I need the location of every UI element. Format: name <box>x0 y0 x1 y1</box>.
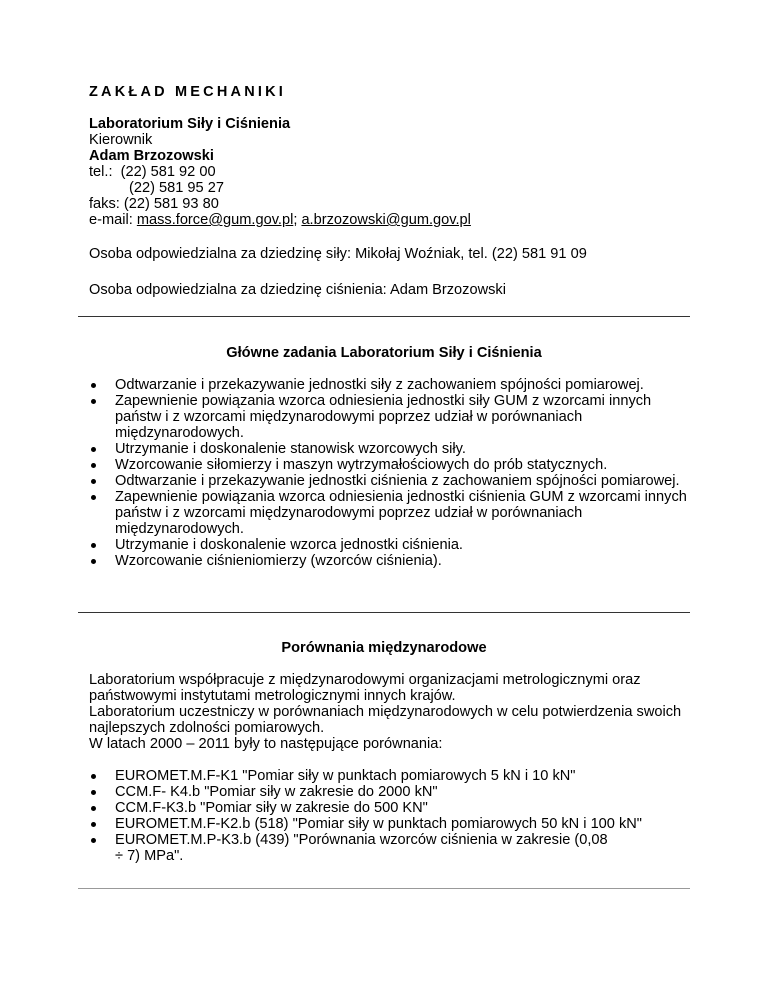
phone-line-2: (22) 581 95 27 <box>129 180 224 196</box>
contact-block <box>89 116 471 228</box>
email-link-brzozowski[interactable]: a.brzozowski@gum.gov.pl <box>301 212 471 228</box>
bullet-icon <box>91 399 96 404</box>
email-link-mass-force[interactable]: mass.force@gum.gov.pl <box>136 212 294 228</box>
responsible-force: Osoba odpowiedzialna za dziedzinę siły: Mikołaj Woźniak, tel. (22) 581 91 09 <box>89 246 587 262</box>
list-item: EUROMET.M.F-K2.b (518) "Pomiar siły w punktach pomiarowych 50 kN i 100 kN" <box>89 816 689 832</box>
responsible-pressure: Osoba odpowiedzialna za dziedzinę ciśnienia: Adam Brzozowski <box>89 282 506 298</box>
section-divider <box>78 612 690 613</box>
list-item: EUROMET.M.F-K1 "Pomiar siły w punktach pomiarowych 5 kN i 10 kN" <box>89 768 689 784</box>
list-item: Odtwarzanie i przekazywanie jednostki ciśnienia z zachowaniem spójności pomiarowej. <box>89 473 689 489</box>
bullet-icon <box>91 790 96 795</box>
list-item: Odtwarzanie i przekazywanie jednostki siły z zachowaniem spójności pomiarowej. <box>89 377 689 393</box>
intro-paragraph-3: W latach 2000 – 2011 były to następujące porównania: <box>89 736 443 752</box>
bullet-icon <box>91 838 96 843</box>
bullet-icon <box>91 383 96 388</box>
section-divider <box>78 316 690 317</box>
intro-paragraph-1: Laboratorium współpracuje z międzynarodowymi organizacjami metrologicznymi oraz państwowymi instytutami metrologicznymi innych krajów. <box>89 672 641 704</box>
head-name: Adam Brzozowski <box>89 148 214 164</box>
tasks-list <box>89 377 689 569</box>
list-item: Zapewnienie powiązania wzorca odniesienia jednostki ciśnienia GUM z wzorcami innych państw i z wzorcami międzynarodowymi poprzez udział w porównaniach międzynarodowych. <box>89 489 689 537</box>
list-item: EUROMET.M.P-K3.b (439) "Porównania wzorców ciśnienia w zakresie (0,08 ÷ 7) MPa". <box>89 832 689 864</box>
department-title: ZAKŁAD MECHANIKI <box>89 84 286 100</box>
bullet-icon <box>91 774 96 779</box>
bullet-icon <box>91 495 96 500</box>
bullet-icon <box>91 479 96 484</box>
email-prefix: e-mail: <box>89 212 137 228</box>
section-divider <box>78 888 690 889</box>
email-line <box>89 212 471 228</box>
list-item: Wzorcowanie ciśnieniomierzy (wzorców ciśnienia). <box>89 553 689 569</box>
head-role: Kierownik <box>89 132 153 148</box>
bullet-icon <box>91 543 96 548</box>
bullet-icon <box>91 806 96 811</box>
list-item: Utrzymanie i doskonalenie stanowisk wzorcowych siły. <box>89 441 689 457</box>
list-item: CCM.F-K3.b "Pomiar siły w zakresie do 500 KN" <box>89 800 689 816</box>
comparisons-heading: Porównania międzynarodowe <box>281 640 487 656</box>
intro-paragraph-2: Laboratorium uczestniczy w porównaniach międzynarodowych w celu potwierdzenia swoich najlepszych zdolności pomiarowych. <box>89 704 682 736</box>
bullet-icon <box>91 559 96 564</box>
comparisons-list <box>89 768 689 864</box>
comparisons-intro <box>89 672 699 752</box>
list-item: Utrzymanie i doskonalenie wzorca jednostki ciśnienia. <box>89 537 689 553</box>
list-item: Zapewnienie powiązania wzorca odniesienia jednostki siły GUM z wzorcami innych państw i z wzorcami międzynarodowymi poprzez udział w porównaniach międzynarodowych. <box>89 393 689 441</box>
list-item: Wzorcowanie siłomierzy i maszyn wytrzymałościowych do prób statycznych. <box>89 457 689 473</box>
bullet-icon <box>91 463 96 468</box>
tasks-heading: Główne zadania Laboratorium Siły i Ciśnienia <box>226 345 542 361</box>
phone-line-1: tel.: (22) 581 92 00 <box>89 164 216 180</box>
lab-name: Laboratorium Siły i Ciśnienia <box>89 116 291 132</box>
list-item: CCM.F- K4.b "Pomiar siły w zakresie do 2000 kN" <box>89 784 689 800</box>
email-separator: ; <box>293 212 302 228</box>
bullet-icon <box>91 447 96 452</box>
fax-line: faks: (22) 581 93 80 <box>89 196 219 212</box>
bullet-icon <box>91 822 96 827</box>
